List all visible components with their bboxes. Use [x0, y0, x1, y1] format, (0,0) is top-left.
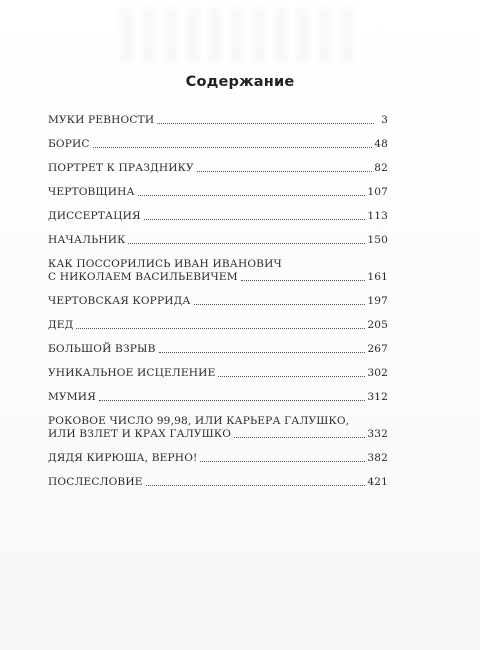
toc-page-number: 48 [374, 138, 388, 150]
toc-leader-dots [76, 328, 365, 329]
toc-entry-title: ЧЕРТОВЩИНА [48, 186, 135, 198]
toc-page-number: 302 [367, 367, 388, 379]
toc-entry-title: ЧЕРТОВСКАЯ КОРРИДА [48, 295, 191, 307]
toc-entry-title: С НИКОЛАЕМ ВАСИЛЬЕВИЧЕМ [48, 271, 238, 283]
toc-leader-dots [157, 123, 374, 124]
toc-leader-dots [146, 485, 366, 486]
toc-entry-line [48, 476, 388, 489]
toc-leader-dots [159, 352, 366, 353]
toc-entry-line [48, 186, 388, 199]
toc-entry-title: ПОСЛЕСЛОВИЕ [48, 476, 143, 488]
show-through-text [120, 8, 360, 63]
toc-page-number: 421 [367, 476, 388, 488]
table-of-contents [48, 114, 388, 500]
toc-entry [48, 415, 388, 452]
toc-entry-line [48, 138, 388, 151]
toc-entry-line [48, 452, 388, 465]
toc-page-number: 382 [367, 452, 388, 464]
toc-entry-line [48, 162, 388, 175]
toc-entry-line [48, 391, 388, 404]
toc-leader-dots [93, 147, 373, 148]
toc-leader-dots [194, 304, 366, 305]
toc-entry [48, 319, 388, 343]
toc-entry [48, 391, 388, 415]
toc-entry-title: МУКИ РЕВНОСТИ [48, 114, 155, 126]
toc-entry [48, 138, 388, 162]
toc-page-number: 82 [374, 162, 388, 174]
toc-leader-dots [197, 171, 372, 172]
toc-entry-title: МУМИЯ [48, 391, 96, 403]
toc-leader-dots [218, 376, 365, 377]
toc-entry-title: ПОРТРЕТ К ПРАЗДНИКУ [48, 162, 194, 174]
toc-entry-line [48, 271, 388, 284]
toc-entry [48, 210, 388, 234]
toc-entry-title: ДЯДЯ КИРЮША, ВЕРНО! [48, 452, 198, 464]
toc-leader-dots [138, 195, 366, 196]
toc-entry [48, 452, 388, 476]
toc-entry [48, 162, 388, 186]
toc-entry [48, 476, 388, 500]
toc-entry [48, 367, 388, 391]
toc-leader-dots [241, 280, 366, 281]
toc-entry-line [48, 415, 388, 428]
toc-entry-line [48, 319, 388, 332]
toc-entry-line [48, 367, 388, 380]
page-title: Содержание [185, 74, 295, 90]
toc-page-number: 197 [367, 295, 388, 307]
toc-entry [48, 295, 388, 319]
toc-entry-line [48, 343, 388, 356]
toc-entry-line [48, 295, 388, 308]
toc-page-number: 205 [367, 319, 388, 331]
toc-page-number: 107 [367, 186, 388, 198]
toc-page-number: 267 [367, 343, 388, 355]
toc-leader-dots [144, 219, 366, 220]
toc-page-number: 150 [367, 234, 388, 246]
toc-entry [48, 258, 388, 295]
toc-entry-title: РОКОВОЕ ЧИСЛО 99,98, ИЛИ КАРЬЕРА ГАЛУШКО, [48, 415, 350, 427]
toc-entry-line [48, 428, 388, 441]
toc-entry-title: ДЕД [48, 319, 74, 331]
toc-entry-line [48, 258, 388, 271]
toc-entry-title: УНИКАЛЬНОЕ ИСЦЕЛЕНИЕ [48, 367, 216, 379]
toc-page-number: 113 [367, 210, 388, 222]
toc-page-number: 161 [367, 271, 388, 283]
toc-entry-title: ИЛИ ВЗЛЕТ И КРАХ ГАЛУШКО [48, 428, 232, 440]
toc-entry [48, 186, 388, 210]
toc-entry-line [48, 210, 388, 223]
toc-page-number: 3 [381, 114, 388, 126]
toc-leader-dots [200, 461, 365, 462]
toc-entry-title: КАК ПОССОРИЛИСЬ ИВАН ИВАНОВИЧ [48, 258, 282, 270]
toc-entry-title: НАЧАЛЬНИК [48, 234, 126, 246]
toc-entry [48, 343, 388, 367]
toc-leader-dots [99, 400, 365, 401]
toc-entry-title: БОЛЬШОЙ ВЗРЫВ [48, 343, 156, 355]
toc-entry-line [48, 234, 388, 247]
toc-leader-dots [128, 243, 365, 244]
toc-entry-title: БОРИС [48, 138, 90, 150]
toc-page-number: 312 [367, 391, 388, 403]
toc-entry-line [48, 114, 388, 127]
toc-leader-dots [234, 437, 365, 438]
toc-entry [48, 234, 388, 258]
toc-entry-title: ДИССЕРТАЦИЯ [48, 210, 141, 222]
toc-entry [48, 114, 388, 138]
toc-page-number: 332 [367, 428, 388, 440]
